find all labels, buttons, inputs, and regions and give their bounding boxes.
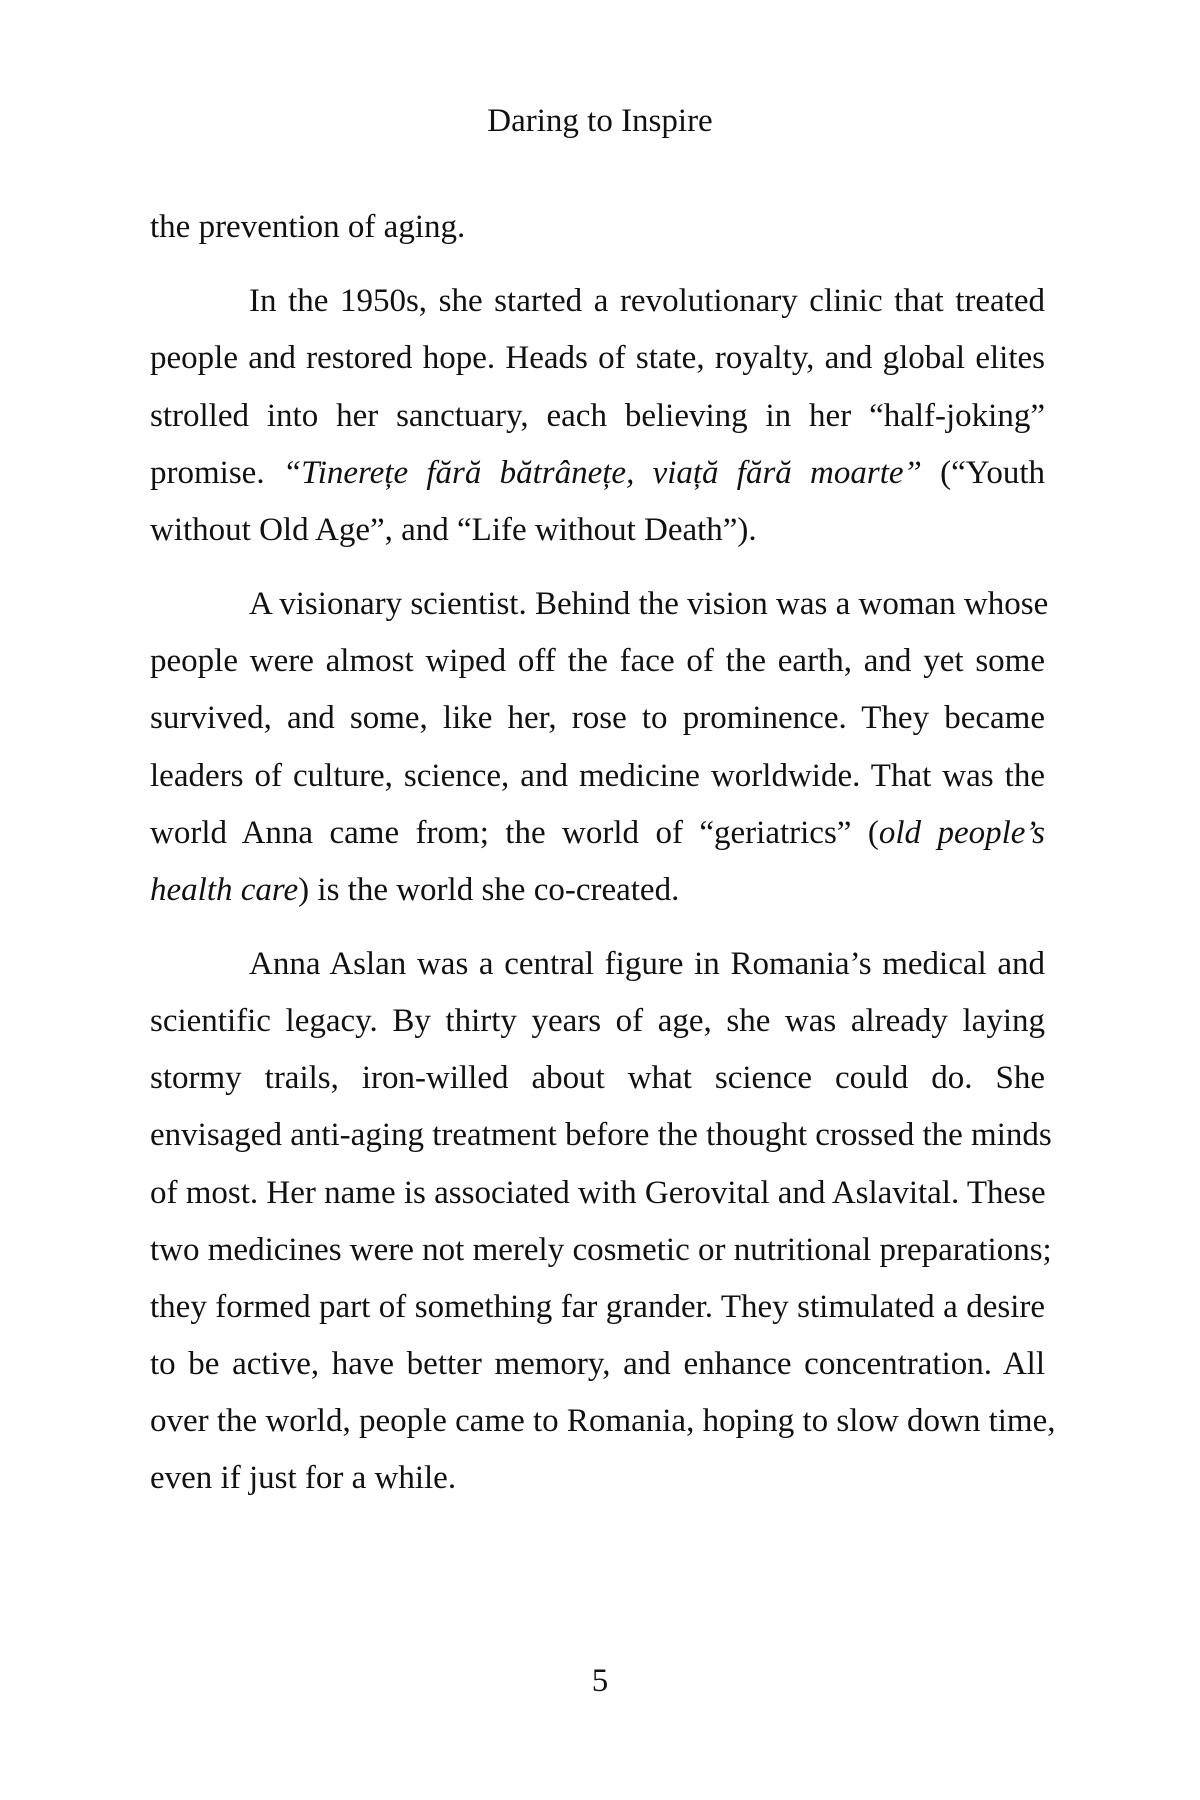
text-line: over the world, people came to Romania, hoping to slow down time, — [150, 1403, 1056, 1440]
text-line: two medicines were not merely cosmetic or nutritional preparations; — [150, 1231, 1052, 1268]
text-line: promise. “Tinerețe fără bătrânețe, viață fără moarte” (“Youth — [150, 454, 1045, 491]
text-line: scientific legacy. By thirty years of age, she was already laying — [150, 1003, 1045, 1040]
text-line: people and restored hope. Heads of state, royalty, and global elites — [150, 340, 1045, 377]
text-line: even if just for a while. — [150, 1460, 457, 1497]
text-line: the prevention of aging. — [150, 209, 466, 245]
italic-phrase: old people’s — [878, 814, 1045, 851]
text-line: they formed part of something far grander. They stimulated a desire — [150, 1288, 1045, 1325]
paragraph-4 — [150, 936, 1056, 1507]
paragraph-3 — [150, 576, 1049, 919]
text-line: In the 1950s, she started a revolutionary clinic that treated — [249, 283, 1045, 320]
text-line: without Old Age”, and “Life without Death”). — [150, 511, 757, 548]
text-line: of most. Her name is associated with Gerovital and Aslavital. These — [150, 1174, 1046, 1211]
italic-phrase: health care — [150, 871, 299, 908]
text-line: people were almost wiped off the face of the earth, and yet some — [150, 643, 1045, 680]
text-line: leaders of culture, science, and medicine worldwide. That was the — [150, 757, 1045, 794]
paragraph-1 — [150, 199, 1045, 256]
text-line: world Anna came from; the world of “geriatrics” (old people’s — [150, 814, 1045, 851]
text-line: health care) is the world she co-created. — [150, 871, 680, 908]
running-header: Daring to Inspire — [487, 103, 713, 139]
text-line: strolled into her sanctuary, each believing in her “half-joking” — [150, 397, 1045, 434]
text-line: envisaged anti-aging treatment before the thought crossed the minds — [150, 1117, 1052, 1154]
text-line: to be active, have better memory, and enhance concentration. All — [150, 1345, 1045, 1382]
text-line: stormy trails, iron-willed about what science could do. She — [150, 1060, 1045, 1097]
body-text — [150, 199, 1056, 1525]
text-line: survived, and some, like her, rose to prominence. They became — [150, 700, 1045, 737]
text-line: Anna Aslan was a central figure in Romania’s medical and — [249, 946, 1045, 983]
romanian-proverb-quote: “Tinerețe fără bătrânețe, viață fără moarte” — [282, 454, 922, 491]
paragraph-2 — [150, 273, 1045, 559]
text-line: A visionary scientist. Behind the vision was a woman whose — [249, 586, 1049, 623]
page-number: 5 — [591, 1663, 609, 1699]
